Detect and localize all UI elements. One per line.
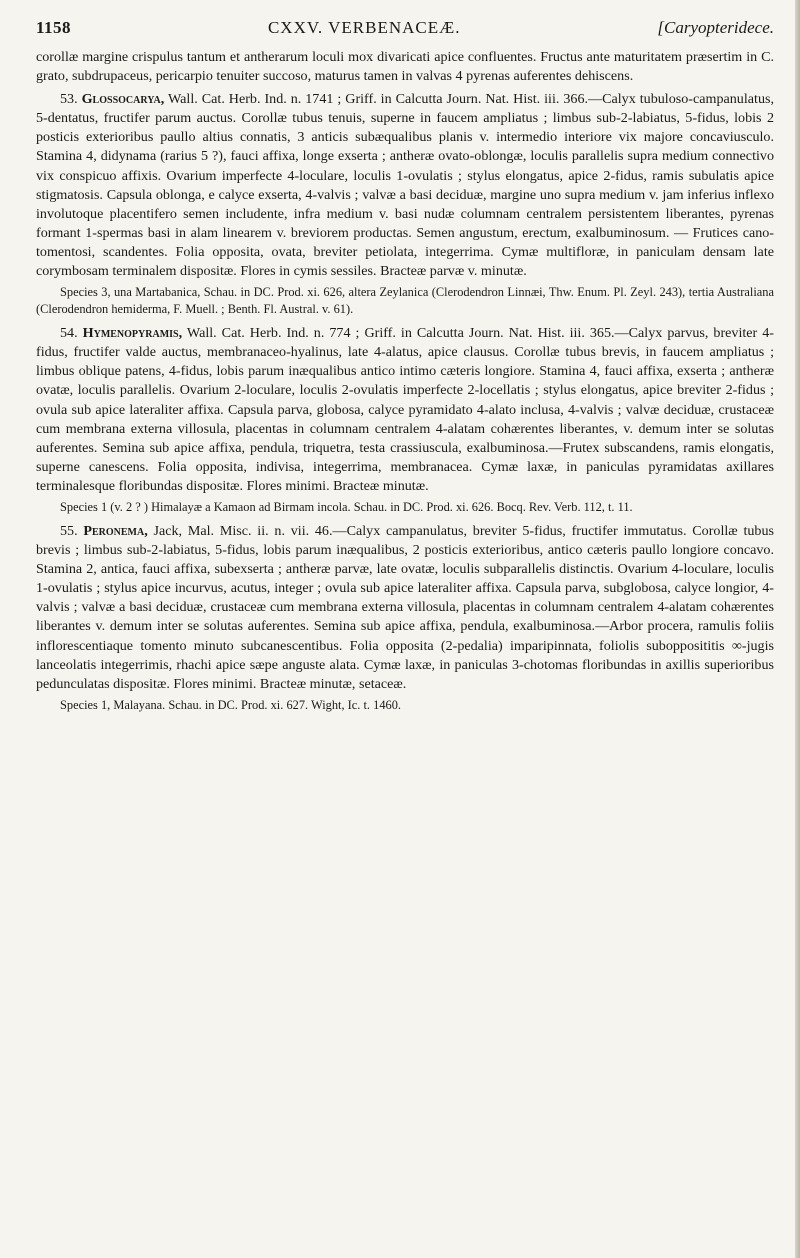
- genus-description: Wall. Cat. Herb. Ind. n. 1741 ; Griff. in Calcutta Journ. Nat. Hist. iii. 366.—Calyx tubuloso-campanulatus, 5-dentatus, fructifer parum auctus. Corollæ tubus tenuis, superne in faucem ampliatus ; limbus sub-2-labiatus, 5-fidus, lobis 2 posticis exterioribus paullo altius connatis, 3 anticis subæqualibus planis v. intermedio interiore vix majore concaviusculo. Stamina 4, didynama (rarius 5 ?), fauci affixa, longe exserta ; antheræ ovato-oblongæ, loculis parallelis supra medium connectivo vix conspicuo affixis. Ovarium imperfecte 4-loculare, loculis 1-ovulatis ; stylus elongatus, apice 2-fidus, ramis subulatis apice stigmatosis. Capsula oblonga, e calyce exserta, 4-valvis ; valvæ a basi deciduæ, margine uno supra medium v. jam inferius inflexo involutoque placentifero semen includente, infra medium v. basi nudæ columnam centralem persistentem liberantes, pyrenas formant 1-spermas basi in alam linearem v. breviorem productas. Semen angustum, erectum, exalbuminosum. — Frutices cano-tomentosi, scandentes. Folia opposita, ovata, breviter petiolata, integerrima. Cymæ multifloræ, in paniculam densam late corymbosam terminalem dispositæ. Flores in cymis sessiles. Bracteæ parvæ v. minutæ.: [36, 91, 774, 280]
- genus-entry-peronema: [36, 522, 774, 694]
- genus-entry-hymenopyramis: [36, 324, 774, 496]
- genus-name: Peronema,: [83, 522, 148, 539]
- genus-number: 54.: [60, 325, 78, 342]
- chapter-title: CXXV. VERBENACEÆ.: [267, 18, 461, 37]
- tribe-name: [Caryopteridece.: [657, 18, 774, 37]
- continued-paragraph: corollæ margine crispulus tantum et antherarum loculi mox divaricati apice confluentes. Fructus ante maturitatem præsertim in C. grato, subdrupaceus, pericarpio tenuiter succoso, maturus tamen in valvas 4 pyrenas auferentes dehiscens.: [36, 49, 774, 85]
- running-header: [36, 18, 774, 38]
- genus-description: Wall. Cat. Herb. Ind. n. 774 ; Griff. in Calcutta Journ. Nat. Hist. iii. 365.—Calyx parvus, breviter 4-fidus, fructifer valde auctus, membranaceo-hyalinus, late 4-alatus, apice clausus. Corollæ tubus brevis, in faucem ampliatus ; limbus oblique patens, 4-fidus, lobis parum inæqualibus antico intimo cæteris longiore. Stamina 4, fauci affixa, exserta ; antheræ ovatæ, loculis parallelis. Ovarium 2-loculare, loculis 2-ovulatis imperfecte 2-locellatis ; stylus elongatus, apice breviter 2-fidus ; ovula sub apice lateraliter affixa. Capsula parva, globosa, calyce pyramidato 4-alato inclusa, 4-valvis ; valvæ deciduæ, crustaceæ cum membrana externa villosula, placentas in columnam centralem 4-alatam cohærentes liberantes, v. demum inter se solutas auferentes. Semina sub apice affixa, pendula, triquetra, testa crassiuscula, exalbuminosa.—Frutex subscandens, ramis elongatis, superne canescens. Folia opposita, indivisa, integerrima, membranacea. Cymæ laxæ, in paniculas pyramidatas axillares terminalesque floribundas dispositæ. Flores minimi. Bracteæ minutæ.: [36, 325, 774, 494]
- genus-entry-glossocarya: [36, 90, 774, 281]
- page-edge: [795, 0, 800, 1258]
- page-body: [36, 48, 774, 714]
- species-note: Species 1 (v. 2 ? ) Himalayæ a Kamaon ad Birmam incola. Schau. in DC. Prod. xi. 626. Bocq. Rev. Verb. 112, t. 11.: [60, 499, 633, 514]
- species-note: Species 1, Malayana. Schau. in DC. Prod. xi. 627. Wight, Ic. t. 1460.: [60, 697, 402, 712]
- genus-number: 55.: [60, 522, 78, 539]
- genus-name: Hymenopyramis,: [82, 325, 183, 342]
- species-note: Species 3, una Martabanica, Schau. in DC. Prod. xi. 626, altera Zeylanica (Clerodendron Linnæi, Thw. Enum. Pl. Zeyl. 243), tertia Australiana (Clerodendron hemiderma, F. Muell. ; Benth. Fl. Austral. v. 61).: [36, 285, 774, 317]
- page-number: 1158: [36, 18, 72, 37]
- genus-number: 53.: [60, 91, 78, 108]
- genus-description: Jack, Mal. Misc. ii. n. vii. 46.—Calyx campanulatus, breviter 5-fidus, fructifer immutatus. Corollæ tubus brevis ; limbus sub-2-labiatus, 5-fidus, lobis parum inæqualibus, 2 posticis exterioribus, antico cæteris paullo longiore concavo. Stamina 2, antica, fauci affixa, subexserta ; antheræ parvæ, late ovatæ, loculis subparallelis distinctis. Ovarium 4-loculare, loculis 1-ovulatis ; stylus apice incurvus, acutus, integer ; ovula sub apice lateraliter affixa. Capsula parva, subglobosa, calyce longior, 4-valvis ; valvæ a basi deciduæ, crustaceæ cum membrana externa villosula, placentas in columnam centralem 4-alatam cohærentes liberantes v. demum inter se solutas auferentes. Semina sub apice affixa, pendula, exalbuminosa.—Arbor procera, ramulis foliis inflorescentiaque tomento minuto subcanescentibus. Folia opposita (2-pedalia) imparipinnata, foliolis subopposititis ∞-jugis lanceolatis integerrimis, rhachi apice sæpe anguste alata. Cymæ laxæ, in paniculas 3-chotomas floribundas in axillis superioribus pedunculatas dispositæ. Flores minimi. Bracteæ minutæ, setaceæ.: [36, 522, 774, 692]
- genus-name: Glossocarya,: [81, 91, 165, 108]
